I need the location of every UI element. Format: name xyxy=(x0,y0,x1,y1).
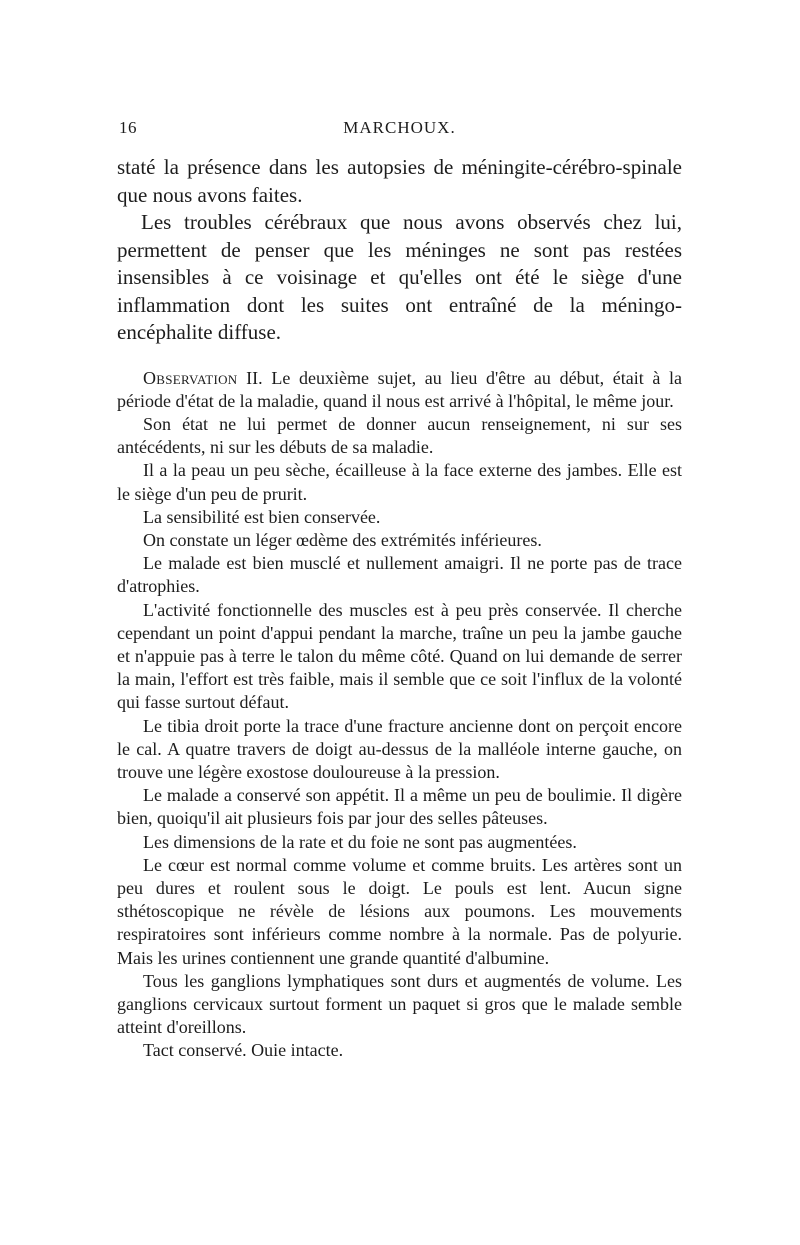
observation-paragraph: Le malade est bien musclé et nullement amaigri. Il ne porte pas de trace d'atrophies. xyxy=(117,553,682,597)
observation-paragraph: Le malade a conservé son appétit. Il a même un peu de boulimie. Il digère bien, quoiqu'il ait plusieurs fois par jour des selles pâteuses. xyxy=(117,785,682,829)
observation-paragraph: Les dimensions de la rate et du foie ne sont pas augmentées. xyxy=(143,831,577,852)
observation-paragraph: Il a la peau un peu sèche, écailleuse à la face externe des jambes. Elle est le siège d'un peu de prurit. xyxy=(117,460,682,504)
running-header xyxy=(117,118,682,140)
book-page xyxy=(117,118,682,1063)
observation-paragraph: Tact conservé. Ouie intacte. xyxy=(143,1040,344,1061)
body-paragraph-2: Les troubles cérébraux que nous avons observés chez lui, permettent de penser que les méninges ne sont pas restées insensibles à ce voisinage et qu'elles ont été le siège d'une inflammation dont les suites ont entraîné de la méningo-encéphalite diffuse. xyxy=(117,210,682,344)
running-title: MARCHOUX. xyxy=(343,118,456,137)
observation-paragraph: Son état ne lui permet de donner aucun renseignement, ni sur ses antécédents, ni sur les débuts de sa maladie. xyxy=(117,413,682,458)
observation-number: II. xyxy=(246,367,263,388)
page-number: 16 xyxy=(119,118,137,137)
observation-paragraph: La sensibilité est bien conservée. xyxy=(143,506,381,527)
observation-intro-text: Le deuxième sujet, au lieu d'être au début, était à la période d'état de la maladie, quand il nous est arrivé à l'hôpital, le même jour. xyxy=(117,367,683,411)
observation-paragraph: Le tibia droit porte la trace d'une fracture ancienne dont on perçoit encore le cal. A quatre travers de doigt au-dessus de la malléole interne gauche, on trouve une légère exostose douloureuse à la pression. xyxy=(117,715,682,782)
observation-paragraph: Le cœur est normal comme volume et comme bruits. Les artères sont un peu dures et roulent sous le doigt. Le pouls est lent. Aucun signe sthétoscopique ne révèle de lésions aux poumons. Les mouvements respiratoires sont inférieurs comme nombre à la normale. Pas de polyurie. Mais les urines contiennent une grande quantité d'albumine. xyxy=(117,854,682,968)
observation-paragraph: On constate un léger œdème des extrémités inférieures. xyxy=(143,529,542,550)
body-paragraph-1: staté la présence dans les autopsies de méningite-cérébro-spinale que nous avons faites. xyxy=(117,155,682,207)
observation-intro-paragraph xyxy=(117,367,682,413)
observation-label: Observation xyxy=(143,367,238,388)
observation-paragraph: L'activité fonctionnelle des muscles est à peu près conservée. Il cherche cependant un point d'appui pendant la marche, traîne un peu la jambe gauche et n'appuie pas à terre le talon du même côté. Quand on lui demande de serrer la main, l'effort est très faible, mais il semble que ce soit l'influx de la volonté qui fasse surtout défaut. xyxy=(117,599,682,713)
observation-paragraph: Tous les ganglions lymphatiques sont durs et augmentés de volume. Les ganglions cervicaux surtout forment un paquet si gros que le malade semble atteint d'oreillons. xyxy=(117,970,682,1038)
